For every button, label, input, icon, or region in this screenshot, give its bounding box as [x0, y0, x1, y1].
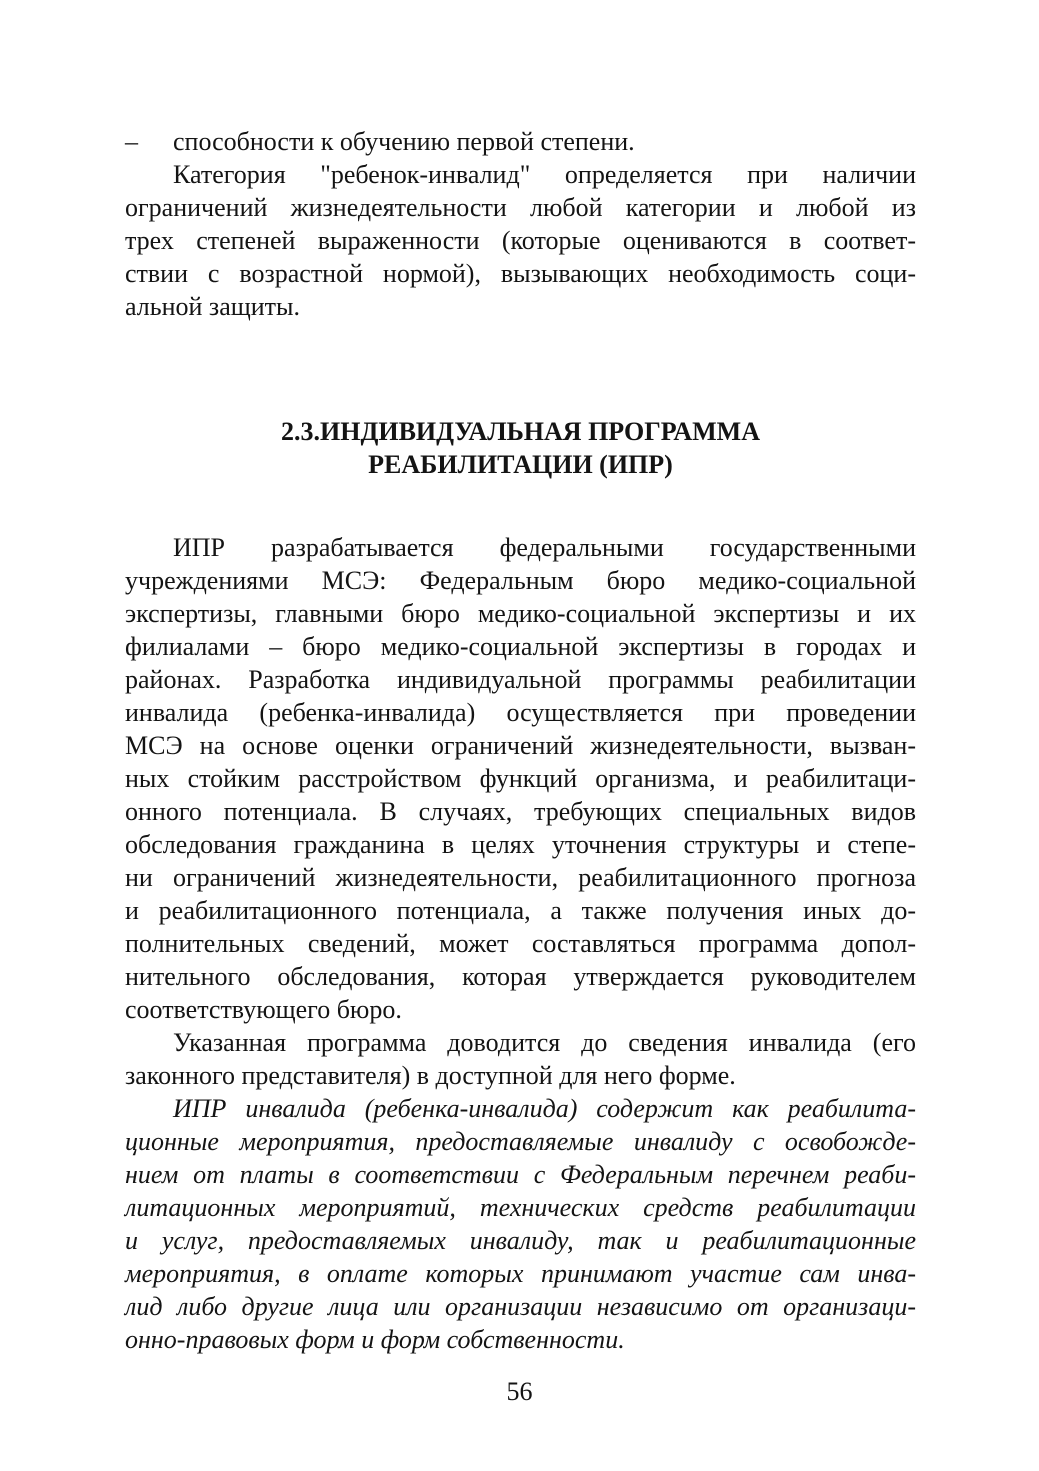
- text-line: онно-правовых форм и форм собственности.: [125, 1325, 625, 1354]
- text-line: ИПР разрабатывается федеральными государственными: [173, 533, 916, 562]
- text-line: обследования гражданина в целях уточнения структуры и степе-: [125, 830, 916, 859]
- paragraph-ipr-development: [125, 531, 916, 1026]
- text-line: литационных мероприятий, технических средств реабилитации: [125, 1193, 916, 1222]
- list-item-text: способности к обучению первой степени.: [173, 127, 635, 156]
- heading-line: РЕАБИЛИТАЦИИ (ИПР): [368, 450, 673, 479]
- text-line: соответствующего бюро.: [125, 995, 402, 1024]
- text-line: трех степеней выраженности (которые оцениваются в соответ-: [125, 226, 916, 255]
- paragraph-child-disabled-category: [125, 158, 916, 323]
- text-line: Указанная программа доводится до сведения инвалида (его: [173, 1028, 916, 1057]
- text-line: ограничений жизнедеятельности любой категории и любой из: [125, 193, 916, 222]
- text-line: ных стойким расстройством функций организма, и реабилитаци-: [125, 764, 916, 793]
- page-number: 56: [506, 1377, 533, 1406]
- list-item: [125, 125, 916, 158]
- paragraph-ipr-contents: [125, 1092, 916, 1356]
- text-line: ствии с возрастной нормой), вызывающих необходимость соци-: [125, 259, 916, 288]
- text-line: и реабилитационного потенциала, а также получения иных до-: [125, 896, 916, 925]
- text-line: экспертизы, главными бюро медико-социальной экспертизы и их: [125, 599, 916, 628]
- text-line: учреждениями МСЭ: Федеральным бюро медико-социальной: [125, 566, 916, 595]
- text-line: лид либо другие лица или организации независимо от организаци-: [125, 1292, 916, 1321]
- text-line: альной защиты.: [125, 292, 301, 321]
- text-line: филиалами – бюро медико-социальной экспертизы в городах и: [125, 632, 916, 661]
- text-line: Категория "ребенок-инвалид" определяется при наличии: [173, 160, 916, 189]
- text-line: районах. Разработка индивидуальной программы реабилитации: [125, 665, 916, 694]
- paragraph-program-notice: [125, 1026, 916, 1092]
- text-line: ИПР инвалида (ребенка-инвалида) содержит как реабилита-: [173, 1094, 916, 1123]
- text-line: мероприятия, в оплате которых принимают участие сам инва-: [125, 1259, 916, 1288]
- text-line: инвалида (ребенка-инвалида) осуществляется при проведении: [125, 698, 916, 727]
- section-heading: [125, 415, 916, 481]
- text-line: и услуг, предоставляемых инвалиду, так и реабилитационные: [125, 1226, 916, 1255]
- text-line: ционные мероприятия, предоставляемые инвалиду с освобожде-: [125, 1127, 916, 1156]
- text-line: полнительных сведений, может составляться программа допол-: [125, 929, 916, 958]
- text-line: МСЭ на основе оценки ограничений жизнедеятельности, вызван-: [125, 731, 916, 760]
- heading-line: 2.3.ИНДИВИДУАЛЬНАЯ ПРОГРАММА: [281, 417, 760, 446]
- dash-bullet: –: [125, 127, 138, 156]
- text-line: нительного обследования, которая утверждается руководителем: [125, 962, 916, 991]
- text-line: онного потенциала. В случаях, требующих специальных видов: [125, 797, 916, 826]
- text-line: ни ограничений жизнедеятельности, реабилитационного прогноза: [125, 863, 916, 892]
- page-body: [125, 125, 916, 1356]
- text-line: законного представителя) в доступной для него форме.: [125, 1061, 736, 1090]
- text-line: нием от платы в соответствии с Федеральным перечнем реаби-: [125, 1160, 916, 1189]
